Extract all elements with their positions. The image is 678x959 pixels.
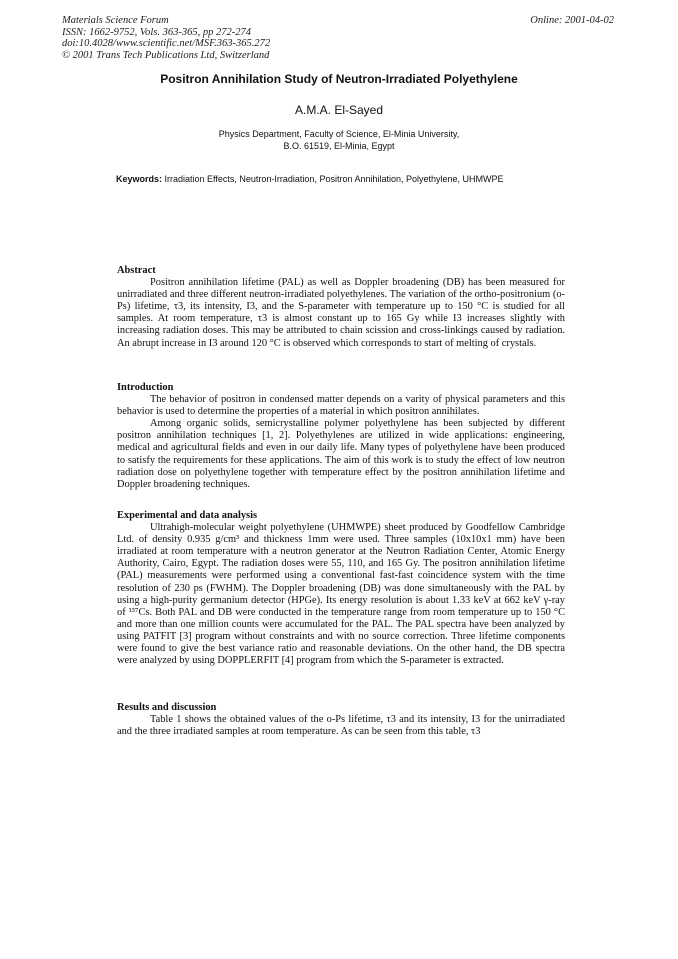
journal-copyright: © 2001 Trans Tech Publications Ltd, Switzerland	[62, 49, 270, 61]
journal-header	[62, 15, 270, 61]
affiliation-line-2: B.O. 61519, El-Minia, Egypt	[283, 141, 395, 151]
introduction-section	[117, 382, 565, 491]
keywords	[116, 174, 576, 184]
paper-author: A.M.A. El-Sayed	[294, 103, 384, 117]
introduction-heading: Introduction	[117, 382, 174, 393]
keywords-text: Irradiation Effects, Neutron-Irradiation, Positron Annihilation, Polyethylene, UHMWPE	[164, 174, 504, 184]
abstract-heading: Abstract	[117, 265, 156, 276]
experimental-heading: Experimental and data analysis	[117, 510, 258, 521]
introduction-paragraph: The behavior of positron in condensed matter depends on a varity of physical parameters and this behavior is used to determine the properties of a material in which positron annihilates.	[117, 394, 565, 418]
affiliation-line-1: Physics Department, Faculty of Science, El-Minia University,	[218, 129, 460, 139]
author-affiliation	[0, 128, 678, 152]
journal-doi: doi:10.4028/www.scientific.net/MSF.363-365.272	[62, 38, 271, 49]
journal-name: Materials Science Forum	[62, 15, 169, 26]
experimental-section	[117, 510, 565, 667]
experimental-text: Ultrahigh-molecular weight polyethylene (UHMWPE) sheet produced by Goodfellow Cambridge Ltd. of density 0.935 g/cm³ and thickness 1mm were used. Three samples (10x10x1 mm) have been irradiated at room temperature with a neutron generator at the Neutron Radiation Center, Atomic Energy Authority, Cairo, Egypt. The radiation doses were 55, 110, and 165 Gy. The positron annihilation lifetime (PAL) measurements were performed using a conventional fast-fast coincidence system with the time resolution of 230 ps (FWHM). The Doppler broadening (DB) was done simultaneously with the PAL by using a high-purity germanium detector (HPGe). Its energy resolution is about 1.33 keV at 662 keV γ-ray of ¹³⁷Cs. Both PAL and DB were conducted in the temperature range from room temperature up to 150 °C and more than one million counts were accumulated for the PAL. The PAL spectra have been analyzed by using PATFIT [3] program without constraints and with no source correction. Three lifetime components were found to give the best variance ratio and reasonable deviations. On the other hand, the DB spectra were analyzed by using DOPPLERFIT [4] program from which the S-parameter is extracted.	[117, 522, 565, 667]
abstract-section	[117, 265, 565, 350]
online-date: Online: 2001-04-02	[530, 15, 614, 26]
results-heading: Results and discussion	[117, 702, 217, 713]
journal-issn: ISSN: 1662-9752, Vols. 363-365, pp 272-274	[62, 26, 251, 38]
abstract-text: Positron annihilation lifetime (PAL) as well as Doppler broadening (DB) has been measured for unirradiated and three different neutron-irradiated polyethylenes. The variation of the ortho-positronium (o-Ps) lifetime, τ3, its intensity, I3, and the S-parameter with temperature up to 150 °C is studied for all samples. At room temperature, τ3 is almost constant up to 165 Gy while I3 increases slightly with increasing radiation doses. This may be attributed to chain scission and cross-linkings caused by radiation. An abrupt increase in I3 around 120 °C is observed which corresponds to start of melting of crystals.	[117, 277, 565, 349]
paper-title: Positron Annihilation Study of Neutron-Irradiated Polyethylene	[160, 72, 518, 86]
results-text: Table 1 shows the obtained values of the o-Ps lifetime, τ3 and its intensity, I3 for the unirradiated and the three irradiated samples at room temperature. As can be seen from this table, τ3	[117, 714, 565, 738]
keywords-label: Keywords:	[116, 174, 163, 184]
results-section	[117, 702, 565, 738]
introduction-paragraph: Among organic solids, semicrystalline polymer polyethylene has been subjected by different positron annihilation techniques [1, 2]. Polyethylenes are utilized in wide applications: engineering, medical and agricultural fields and even in our daily life. Many types of polyethylene have been produced to satisfy the requirements for these applications. The aim of this work is to study the effect of low neutron radiation dose on polyethylene together with temperature effect by the positron annihilation lifetime and Doppler broadening techniques.	[117, 418, 565, 490]
